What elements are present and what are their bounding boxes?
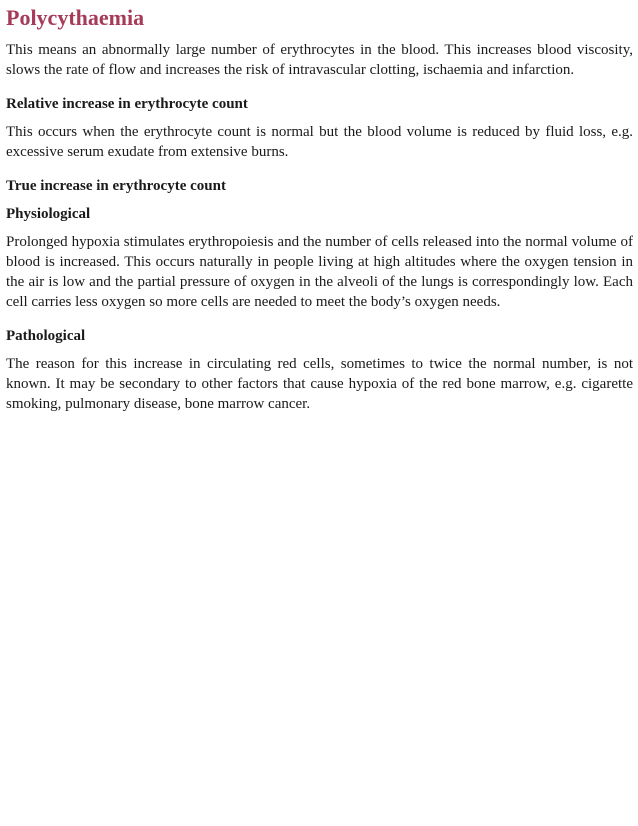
physiological-paragraph: Prolonged hypoxia stimulates erythropoiesis and the number of cells released into the normal volume of blood is increased. This occurs naturally in people living at high altitudes where the oxygen tension in the air is low and the partial pressure of oxygen in the alveoli of the lungs is correspondingly low. Each cell carries less oxygen so more cells are needed to meet the body’s oxygen needs. — [6, 234, 633, 310]
physiological-heading: Physiological — [6, 206, 91, 222]
true-increase-heading: True increase in erythrocyte count — [6, 178, 226, 194]
pathological-paragraph: The reason for this increase in circulating red cells, sometimes to twice the normal number, is not known. It may be secondary to other factors that cause hypoxia of the red bone marrow, e.g. cigarette smoking, pulmonary disease, bone marrow cancer. — [6, 356, 633, 412]
intro-paragraph: This means an abnormally large number of erythrocytes in the blood. This increases blood viscosity, slows the rate of flow and increases the risk of intravascular clotting, ischaemia and infarction. — [6, 42, 633, 78]
relative-increase-heading: Relative increase in erythrocyte count — [6, 96, 248, 112]
pathological-heading: Pathological — [6, 328, 86, 344]
relative-increase-paragraph: This occurs when the erythrocyte count is normal but the blood volume is reduced by fluid loss, e.g. excessive serum exudate from extensive burns. — [6, 124, 633, 160]
page-title: Polycythaemia — [6, 5, 145, 30]
